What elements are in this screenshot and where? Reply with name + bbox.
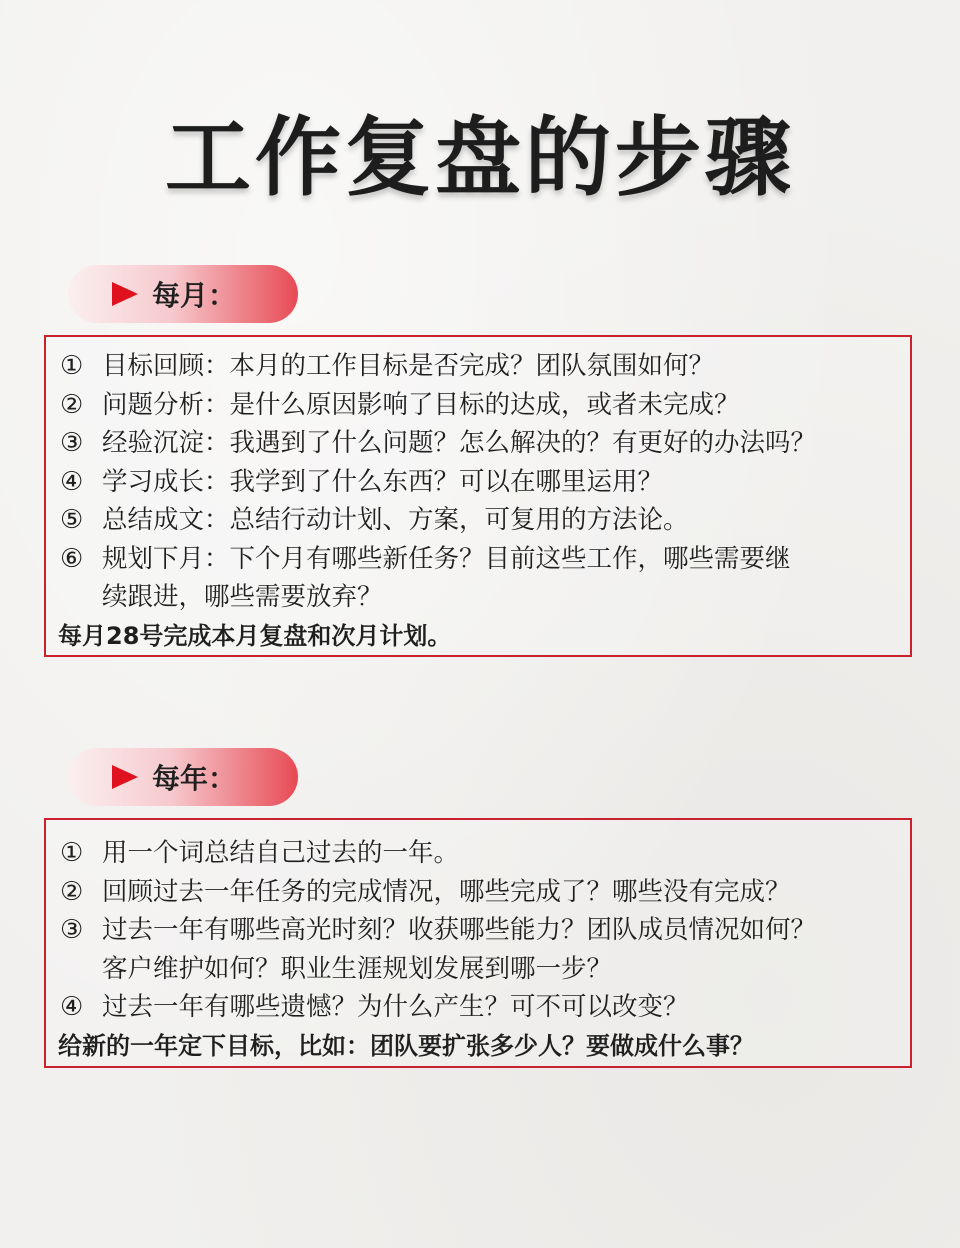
item-text-continued: 客户维护如何？职业生涯规划发展到哪一步？ [102,953,613,984]
monthly-box [44,335,912,657]
summary-text: 每月28号完成本月复盘和次月计划。 [58,621,452,650]
item-text: 总结成文：总结行动计划、方案，可复用的方法论。 [102,505,689,535]
section-label: 每年： [152,762,237,795]
item-text: 学习成长：我学到了什么东西？可以在哪里运用？ [102,466,664,497]
yearly-box [44,818,912,1068]
item-text: 经验沉淀：我遇到了什么问题？怎么解决的？有更好的办法吗？ [102,428,817,458]
item-number: ⑤ [60,505,84,535]
item-text: 过去一年有哪些遗憾？为什么产生？可不可以改变？ [102,992,689,1022]
page-title: 工作复盘的步骤 [165,108,795,208]
section-header-yearly [68,748,298,806]
section-label: 每月： [152,279,237,312]
list-item [60,911,904,950]
play-arrow-icon [112,765,138,789]
item-text-continued: 续跟进，哪些需要放弃？ [102,582,383,612]
list-item [60,873,904,912]
item-number: ④ [60,992,84,1022]
item-number: ① [60,351,84,381]
item-text: 规划下月：下个月有哪些新任务？目前这些工作，哪些需要继 [102,543,791,574]
list-item [60,424,904,463]
item-text: 回顾过去一年任务的完成情况，哪些完成了？哪些没有完成？ [102,876,791,907]
list-item [60,501,904,540]
item-text: 目标回顾：本月的工作目标是否完成？团队氛围如何？ [102,351,715,381]
list-item [60,540,904,579]
item-text: 用一个词总结自己过去的一年。 [102,838,460,868]
item-number: ③ [60,428,84,458]
item-number: ② [60,876,84,907]
list-item [60,386,904,425]
item-text: 问题分析：是什么原因影响了目标的达成，或者未完成？ [102,389,740,420]
item-number: ③ [60,915,84,945]
list-item [60,834,904,873]
item-number: ⑥ [60,543,84,574]
item-number: ① [60,838,84,868]
list-item [60,463,904,502]
item-text: 过去一年有哪些高光时刻？收获哪些能力？团队成员情况如何？ [102,915,817,945]
list-item [60,347,904,386]
list-item [60,988,904,1027]
play-arrow-icon [112,282,138,306]
item-number: ④ [60,466,84,497]
section-header-monthly [68,265,298,323]
item-number: ② [60,389,84,420]
summary-text: 给新的一年定下目标，比如：团队要扩张多少人？要做成什么事？ [58,1031,754,1060]
